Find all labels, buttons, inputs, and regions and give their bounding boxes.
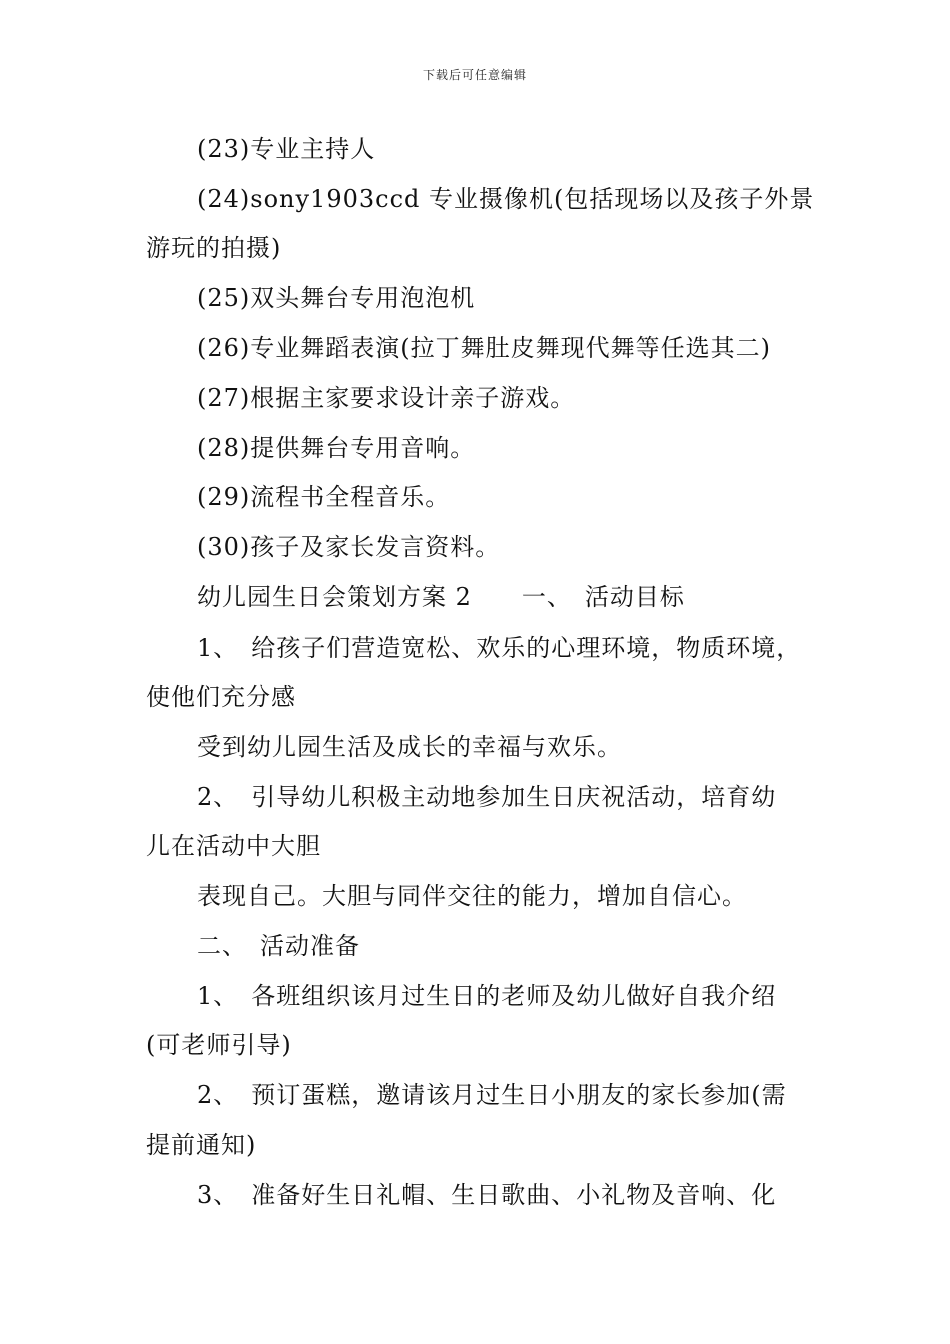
text-line: (可老师引导) [146,1031,292,1059]
text-line: 2、 引导幼儿积极主动地参加生日庆祝活动，培育幼 [197,783,777,811]
text-line: (23)专业主持人 [197,135,376,163]
text-line: 儿在活动中大胆 [146,832,321,860]
text-line: 2、 预订蛋糕，邀请该月过生日小朋友的家长参加(需 [197,1081,787,1109]
text-line: 1、 各班组织该月过生日的老师及幼儿做好自我介绍 [197,982,777,1010]
text-line: (30)孩子及家长发言资料。 [197,533,501,561]
text-line: (29)流程书全程音乐。 [197,483,451,511]
text-line: 表现自己。大胆与同伴交往的能力，增加自信心。 [197,882,747,910]
text-line: (27)根据主家要求设计亲子游戏。 [197,384,576,412]
text-line: 3、 准备好生日礼帽、生日歌曲、小礼物及音响、化 [197,1181,777,1209]
text-line: (25)双头舞台专用泡泡机 [197,284,476,312]
section-heading: 幼儿园生日会策划方案 2 一、 活动目标 [197,583,685,611]
text-line: 受到幼儿园生活及成长的幸福与欢乐。 [197,733,622,761]
text-line: 游玩的拍摄) [146,234,282,262]
text-line: 1、 给孩子们营造宽松、欢乐的心理环境，物质环境， [197,634,802,662]
section-heading: 二、 活动准备 [197,932,360,960]
text-line: 使他们充分感 [146,683,296,711]
text-line: (24)sony1903ccd 专业摄像机(包括现场以及孩子外景 [197,185,815,213]
text-line: (26)专业舞蹈表演(拉丁舞肚皮舞现代舞等任选其二) [197,334,771,362]
text-line: (28)提供舞台专用音响。 [197,434,476,462]
text-line: 提前通知) [146,1131,257,1159]
page-header: 下载后可任意编辑 [422,68,527,82]
